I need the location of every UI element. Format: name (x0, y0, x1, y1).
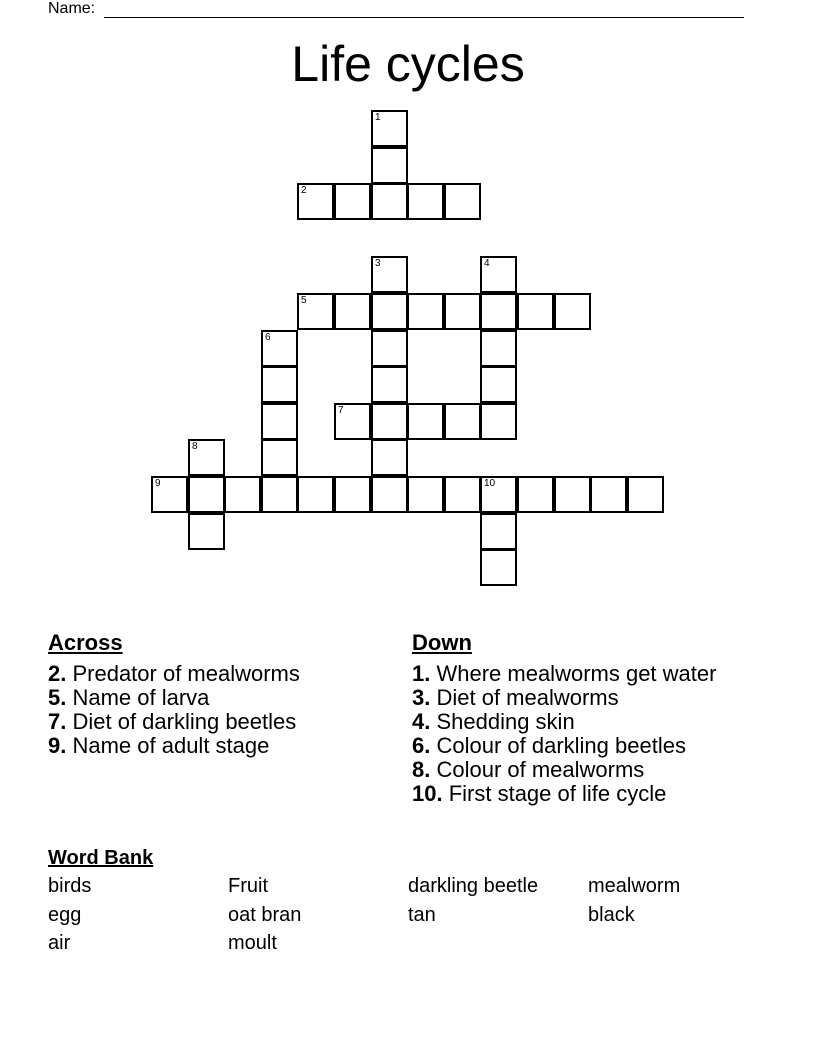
clue-num: 8. (412, 757, 431, 782)
clue-text: Shedding skin (430, 709, 575, 734)
crossword-cell[interactable] (444, 293, 481, 330)
crossword-cell[interactable] (444, 403, 481, 440)
down-heading: Down (412, 630, 472, 655)
crossword-cell[interactable] (261, 476, 298, 513)
down-clue (412, 710, 742, 734)
crossword-cell[interactable] (297, 476, 334, 513)
crossword-cell[interactable] (334, 476, 371, 513)
crossword-cell[interactable] (224, 476, 261, 513)
crossword-cell[interactable] (334, 183, 371, 220)
across-heading: Across (48, 630, 123, 655)
crossword-cell[interactable] (444, 476, 481, 513)
clue-text: Name of adult stage (66, 733, 270, 758)
word-bank-item: egg (48, 904, 82, 926)
crossword-cell[interactable] (480, 403, 517, 440)
across-clue (48, 662, 388, 686)
clue-number: 10 (484, 478, 496, 489)
crossword-cell[interactable] (297, 183, 334, 220)
down-clue (412, 758, 742, 782)
crossword-cell[interactable] (371, 110, 408, 147)
clue-num: 6. (412, 733, 431, 758)
crossword-cell[interactable] (480, 256, 517, 293)
across-clue (48, 734, 388, 758)
crossword-cell[interactable] (480, 330, 517, 367)
clue-number: 6 (265, 332, 271, 343)
crossword-cell[interactable] (297, 293, 334, 330)
down-clue (412, 734, 742, 758)
crossword-cell[interactable] (627, 476, 664, 513)
down-clue (412, 782, 742, 806)
word-bank-item: oat bran (228, 904, 302, 926)
page-title: Life cycles (291, 36, 525, 92)
crossword-cell[interactable] (261, 366, 298, 403)
crossword-cell[interactable] (188, 439, 225, 476)
word-bank-heading: Word Bank (48, 847, 154, 869)
crossword-cell[interactable] (371, 293, 408, 330)
crossword-cell[interactable] (188, 476, 225, 513)
clue-number: 2 (301, 185, 307, 196)
word-bank-item: air (48, 932, 71, 954)
crossword-cell[interactable] (261, 403, 298, 440)
crossword-cell[interactable] (517, 476, 554, 513)
crossword-cell[interactable] (371, 476, 408, 513)
word-bank-item: moult (228, 932, 277, 954)
clue-text: Name of larva (66, 685, 210, 710)
clue-num: 10. (412, 781, 443, 806)
crossword-cell[interactable] (554, 293, 591, 330)
crossword-cell[interactable] (480, 293, 517, 330)
crossword-cell[interactable] (480, 476, 517, 513)
word-bank-item: Fruit (228, 875, 268, 897)
clue-text: Where mealworms get water (430, 661, 717, 686)
word-bank-item: black (588, 904, 635, 926)
crossword-cell[interactable] (554, 476, 591, 513)
word-bank-item: darkling beetle (408, 875, 539, 897)
clue-num: 5. (48, 685, 67, 710)
crossword-cell[interactable] (371, 439, 408, 476)
clue-text: Predator of mealworms (66, 661, 300, 686)
crossword-cell[interactable] (334, 293, 371, 330)
clue-num: 9. (48, 733, 67, 758)
crossword-cell[interactable] (590, 476, 627, 513)
crossword-cell[interactable] (261, 330, 298, 367)
clue-num: 7. (48, 709, 67, 734)
clue-text: First stage of life cycle (442, 781, 667, 806)
clue-num: 2. (48, 661, 67, 686)
clue-text: Colour of mealworms (430, 757, 645, 782)
name-label: Name: (48, 0, 100, 17)
crossword-cell[interactable] (480, 549, 517, 586)
crossword-cell[interactable] (444, 183, 481, 220)
crossword-cell[interactable] (480, 513, 517, 550)
clue-number: 1 (375, 112, 381, 123)
crossword-cell[interactable] (371, 183, 408, 220)
crossword-cell[interactable] (371, 330, 408, 367)
word-bank-item: mealworm (588, 875, 681, 897)
crossword-cell[interactable] (188, 513, 225, 550)
clue-num: 4. (412, 709, 431, 734)
crossword-cell[interactable] (517, 293, 554, 330)
down-clue (412, 686, 742, 710)
clue-number: 8 (192, 441, 198, 452)
clue-num: 1. (412, 661, 431, 686)
crossword-cell[interactable] (261, 439, 298, 476)
crossword-cell[interactable] (371, 403, 408, 440)
crossword-cell[interactable] (334, 403, 371, 440)
word-bank-item: tan (408, 904, 436, 926)
clue-text: Diet of mealworms (430, 685, 619, 710)
crossword-cell[interactable] (151, 476, 188, 513)
crossword-cell[interactable] (407, 293, 444, 330)
clue-text: Colour of darkling beetles (430, 733, 686, 758)
clue-number: 9 (155, 478, 161, 489)
clue-number: 7 (338, 405, 344, 416)
crossword-cell[interactable] (407, 183, 444, 220)
across-clues (48, 662, 388, 758)
word-bank-item: birds (48, 875, 92, 897)
clue-number: 3 (375, 258, 381, 269)
down-clues (412, 662, 742, 806)
crossword-cell[interactable] (407, 403, 444, 440)
clue-number: 5 (301, 295, 307, 306)
across-clue (48, 686, 388, 710)
crossword-cell[interactable] (371, 147, 408, 184)
crossword-cell[interactable] (371, 256, 408, 293)
clue-text: Diet of darkling beetles (66, 709, 297, 734)
down-clue (412, 662, 742, 686)
clue-num: 3. (412, 685, 431, 710)
clue-number: 4 (484, 258, 490, 269)
crossword-cell[interactable] (407, 476, 444, 513)
crossword-cell[interactable] (480, 366, 517, 403)
crossword-cell[interactable] (371, 366, 408, 403)
across-clue (48, 710, 388, 734)
